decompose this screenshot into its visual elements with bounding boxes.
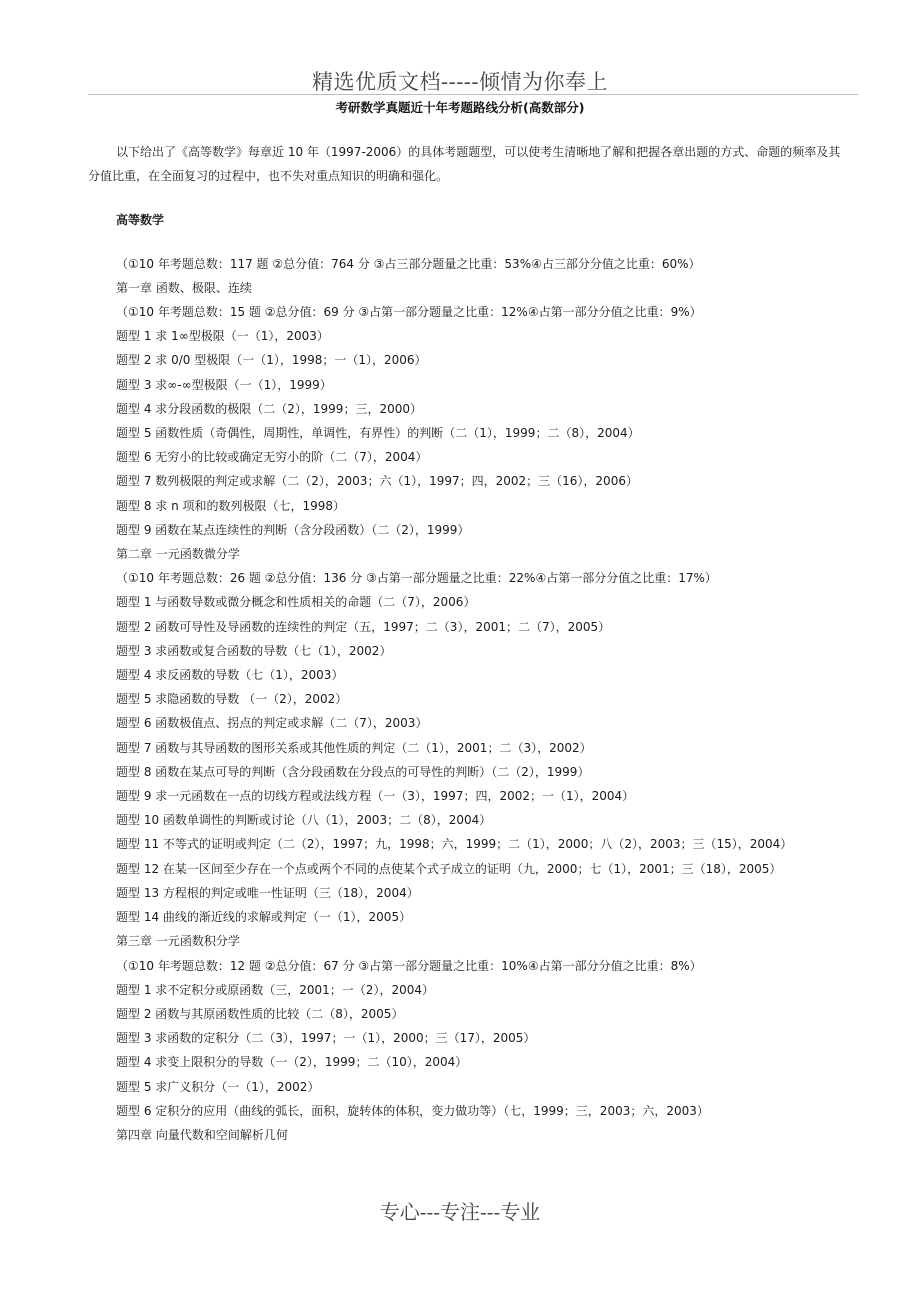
chapter-heading: 第四章 向量代数和空间解析几何 bbox=[116, 1127, 288, 1142]
question-type: 题型 11 不等式的证明或判定（二（2），1997；九，1998；六，1999；二（1），2000；八（2），2003；三（15），2004） bbox=[116, 837, 793, 852]
question-type: 题型 3 求函数或复合函数的导数（七（1），2002） bbox=[116, 643, 392, 658]
page-footer: 专心---专注---专业 bbox=[379, 1200, 541, 1224]
question-type: 题型 7 数列极限的判定或求解（二（2），2003；六（1），1997；四，2002；三（16），2006） bbox=[116, 474, 638, 489]
question-type: 题型 13 方程根的判定或唯一性证明（三（18），2004） bbox=[116, 885, 419, 900]
question-type: 题型 8 求 n 项和的数列极限（七，1998） bbox=[116, 498, 346, 513]
summary-line: （①10 年考题总数：117 题 ②总分值：764 分 ③占三部分题量之比重：53%④占三部分分值之比重：60%） bbox=[116, 256, 701, 271]
question-type: 题型 1 与函数导数或微分概念和性质相关的命题（二（7），2006） bbox=[116, 595, 476, 610]
chapter-heading: 第三章 一元函数积分学 bbox=[116, 934, 240, 949]
question-type: 题型 3 求函数的定积分（二（3），1997；一（1），2000；三（17），2005） bbox=[116, 1031, 536, 1046]
chapter-heading: 第一章 函数、极限、连续 bbox=[116, 280, 252, 295]
question-type: 题型 1 求 1∞型极限（一（1），2003） bbox=[116, 329, 329, 344]
question-type: 题型 5 函数性质（奇偶性，周期性，单调性，有界性）的判断（二（1），1999；二（8），2004） bbox=[116, 426, 640, 441]
question-type: 题型 3 求∞-∞型极限（一（1），1999） bbox=[116, 377, 332, 392]
page-header: 精选优质文档-----倾情为你奉上 bbox=[312, 70, 608, 94]
question-type: 题型 5 求隐函数的导数 （一（2），2002） bbox=[116, 692, 348, 707]
question-type: 题型 6 定积分的应用（曲线的弧长，面积，旋转体的体积，变力做功等）（七，1999；三，2003；六，2003） bbox=[116, 1103, 709, 1118]
chapter-summary: （①10 年考题总数：12 题 ②总分值：67 分 ③占第一部分题量之比重：10%④占第一部分分值之比重：8%） bbox=[116, 958, 702, 973]
document-body bbox=[88, 140, 848, 1147]
document-title: 考研数学真题近十年考题路线分析(高数部分) bbox=[335, 100, 585, 115]
question-type: 题型 7 函数与其导函数的图形关系或其他性质的判定（二（1），2001；二（3），2002） bbox=[116, 740, 592, 755]
spacer bbox=[88, 188, 848, 208]
header-rule bbox=[88, 94, 858, 95]
question-type: 题型 9 求一元函数在一点的切线方程或法线方程（一（3），1997；四，2002；一（1），2004） bbox=[116, 789, 635, 804]
question-type: 题型 14 曲线的渐近线的求解或判定（一（1），2005） bbox=[116, 910, 412, 925]
section-heading: 高等数学 bbox=[116, 213, 165, 228]
intro-paragraph: 以下给出了《高等数学》每章近 10 年（1997-2006）的具体考题题型，可以使考生清晰地了解和把握各章出题的方式、命题的频率及其分值比重，在全面复习的过程中，也不失对重点知识的明确和强化。 bbox=[88, 145, 841, 184]
chapter-summary: （①10 年考题总数：15 题 ②总分值：69 分 ③占第一部分题量之比重：12%④占第一部分分值之比重：9%） bbox=[116, 305, 702, 320]
question-type: 题型 1 求不定积分或原函数（三，2001；一（2），2004） bbox=[116, 982, 434, 997]
question-type: 题型 9 函数在某点连续性的判断（含分段函数）（二（2），1999） bbox=[116, 522, 470, 537]
question-type: 题型 6 无穷小的比较或确定无穷小的阶（二（7），2004） bbox=[116, 450, 428, 465]
question-type: 题型 2 函数与其原函数性质的比较（二（8），2005） bbox=[116, 1006, 404, 1021]
question-type: 题型 12 在某一区间至少存在一个点或两个不同的点使某个式子成立的证明（九，2000；七（1），2001；三（18），2005） bbox=[116, 861, 782, 876]
question-type: 题型 2 函数可导性及导函数的连续性的判定（五，1997；二（3），2001；二（7），2005） bbox=[116, 619, 611, 634]
chapter-summary: （①10 年考题总数：26 题 ②总分值：136 分 ③占第一部分题量之比重：22%④占第一部分分值之比重：17%） bbox=[116, 571, 717, 586]
question-type: 题型 5 求广义积分（一（1），2002） bbox=[116, 1079, 320, 1094]
question-type: 题型 4 求反函数的导数（七（1），2003） bbox=[116, 668, 344, 683]
question-type: 题型 4 求变上限积分的导数（一（2），1999；二（10），2004） bbox=[116, 1055, 468, 1070]
question-type: 题型 2 求 0/0 型极限（一（1），1998；一（1），2006） bbox=[116, 353, 427, 368]
question-type: 题型 4 求分段函数的极限（二（2），1999；三，2000） bbox=[116, 401, 422, 416]
chapter-heading: 第二章 一元函数微分学 bbox=[116, 547, 240, 562]
question-type: 题型 10 函数单调性的判断或讨论（八（1），2003；二（8），2004） bbox=[116, 813, 492, 828]
question-type: 题型 8 函数在某点可导的判断（含分段函数在分段点的可导性的判断）（二（2），1999） bbox=[116, 764, 590, 779]
spacer bbox=[88, 233, 848, 252]
question-type: 题型 6 函数极值点、拐点的判定或求解（二（7），2003） bbox=[116, 716, 428, 731]
